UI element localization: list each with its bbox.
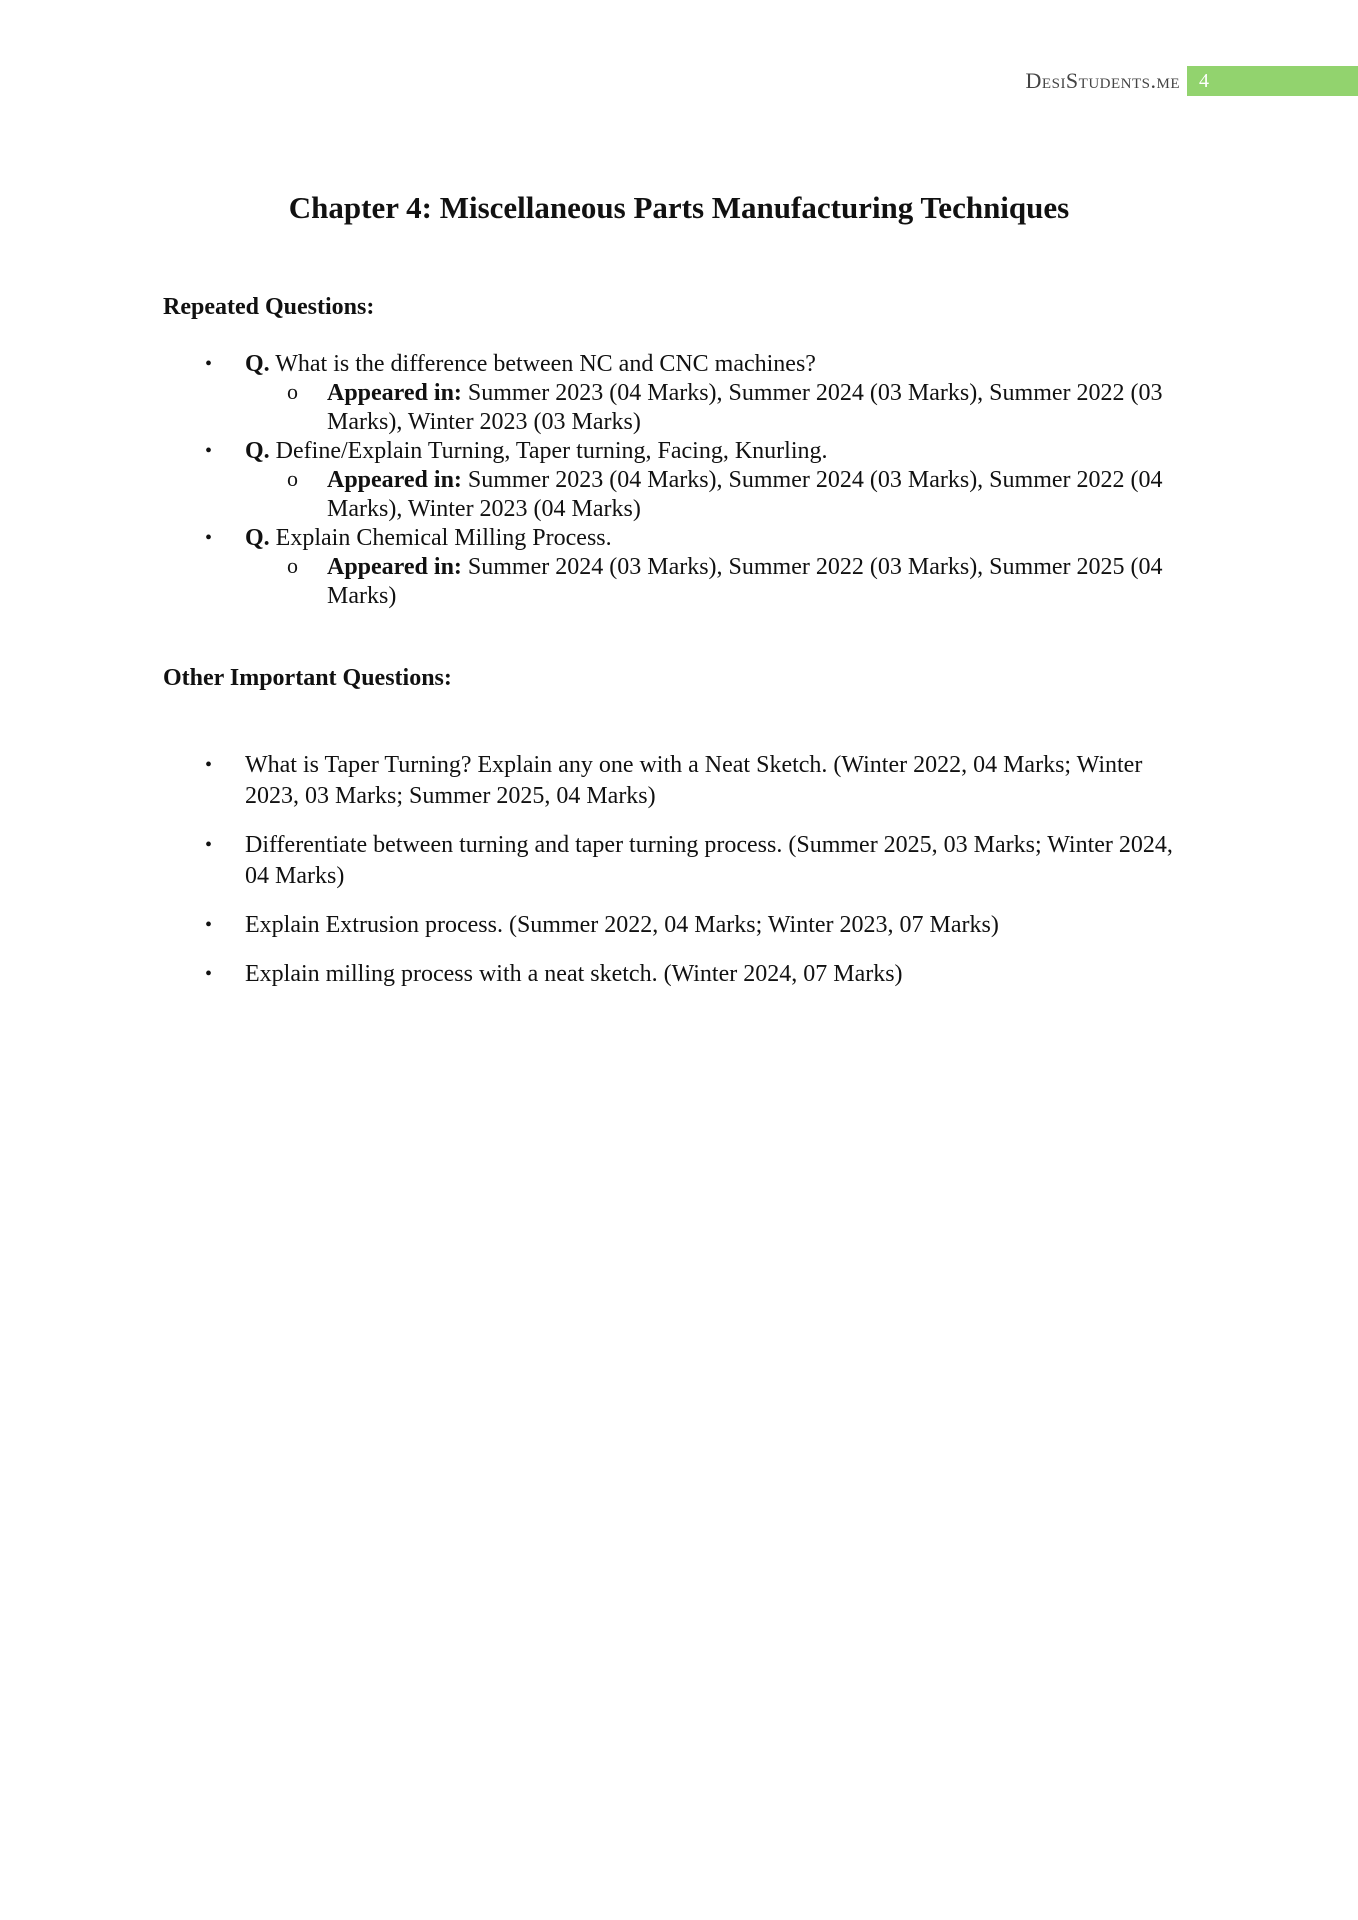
other-questions-list <box>163 750 1193 1008</box>
repeated-questions-list <box>163 350 1183 611</box>
question-text: What is the difference between NC and CNC machines? <box>275 351 816 377</box>
appeared-in-line <box>245 466 1183 524</box>
question-text: Explain Chemical Milling Process. <box>275 525 612 551</box>
bullet-icon: • <box>205 834 213 856</box>
question-prefix: Q. <box>245 525 270 551</box>
other-question-item <box>163 830 1193 892</box>
repeated-questions-heading: Repeated Questions: <box>163 294 375 320</box>
repeated-question-item <box>163 437 1183 524</box>
other-question-text: Explain milling process with a neat sketch. (Winter 2024, 07 Marks) <box>245 961 903 987</box>
appeared-in-line <box>245 379 1183 437</box>
appeared-text: Summer 2023 (04 Marks), Summer 2024 (03 Marks), Summer 2022 (03 Marks), Winter 2023 (03 Marks) <box>327 380 1163 435</box>
appeared-text: Summer 2023 (04 Marks), Summer 2024 (03 Marks), Summer 2022 (04 Marks), Winter 2023 (04 Marks) <box>327 467 1163 522</box>
bullet-icon: • <box>205 527 213 549</box>
other-question-item <box>163 910 1193 941</box>
chapter-title: Chapter 4: Miscellaneous Parts Manufacturing Techniques <box>288 190 1070 225</box>
appeared-label: Appeared in: <box>327 554 462 580</box>
other-question-item <box>163 750 1193 812</box>
page-header <box>0 66 1358 96</box>
other-question-text: Differentiate between turning and taper turning process. (Summer 2025, 03 Marks; Winter 2024, 04 Marks) <box>245 832 1173 889</box>
question-prefix: Q. <box>245 438 270 464</box>
site-name: DesiStudents.me <box>1025 68 1180 93</box>
question-prefix: Q. <box>245 351 270 377</box>
repeated-question-item <box>163 350 1183 437</box>
page-number: 4 <box>1199 70 1209 92</box>
bullet-icon: • <box>205 754 213 776</box>
circle-bullet-icon: o <box>287 466 298 491</box>
appeared-label: Appeared in: <box>327 380 462 406</box>
page-number-badge <box>1187 66 1358 96</box>
bullet-icon: • <box>205 963 213 985</box>
bullet-icon: • <box>205 440 213 462</box>
bullet-icon: • <box>205 914 213 936</box>
bullet-icon: • <box>205 353 213 375</box>
appeared-label: Appeared in: <box>327 467 462 493</box>
appeared-text: Summer 2024 (03 Marks), Summer 2022 (03 Marks), Summer 2025 (04 Marks) <box>327 554 1163 609</box>
other-question-text: Explain Extrusion process. (Summer 2022, 04 Marks; Winter 2023, 07 Marks) <box>245 912 999 938</box>
circle-bullet-icon: o <box>287 379 298 404</box>
repeated-question-item <box>163 524 1183 611</box>
appeared-in-line <box>245 553 1183 611</box>
other-question-item <box>163 959 1193 990</box>
other-questions-heading: Other Important Questions: <box>163 665 452 691</box>
question-text: Define/Explain Turning, Taper turning, Facing, Knurling. <box>275 438 828 464</box>
circle-bullet-icon: o <box>287 553 298 578</box>
other-question-text: What is Taper Turning? Explain any one with a Neat Sketch. (Winter 2022, 04 Marks; Winter 2023, 03 Marks; Summer 2025, 04 Marks) <box>245 752 1143 809</box>
